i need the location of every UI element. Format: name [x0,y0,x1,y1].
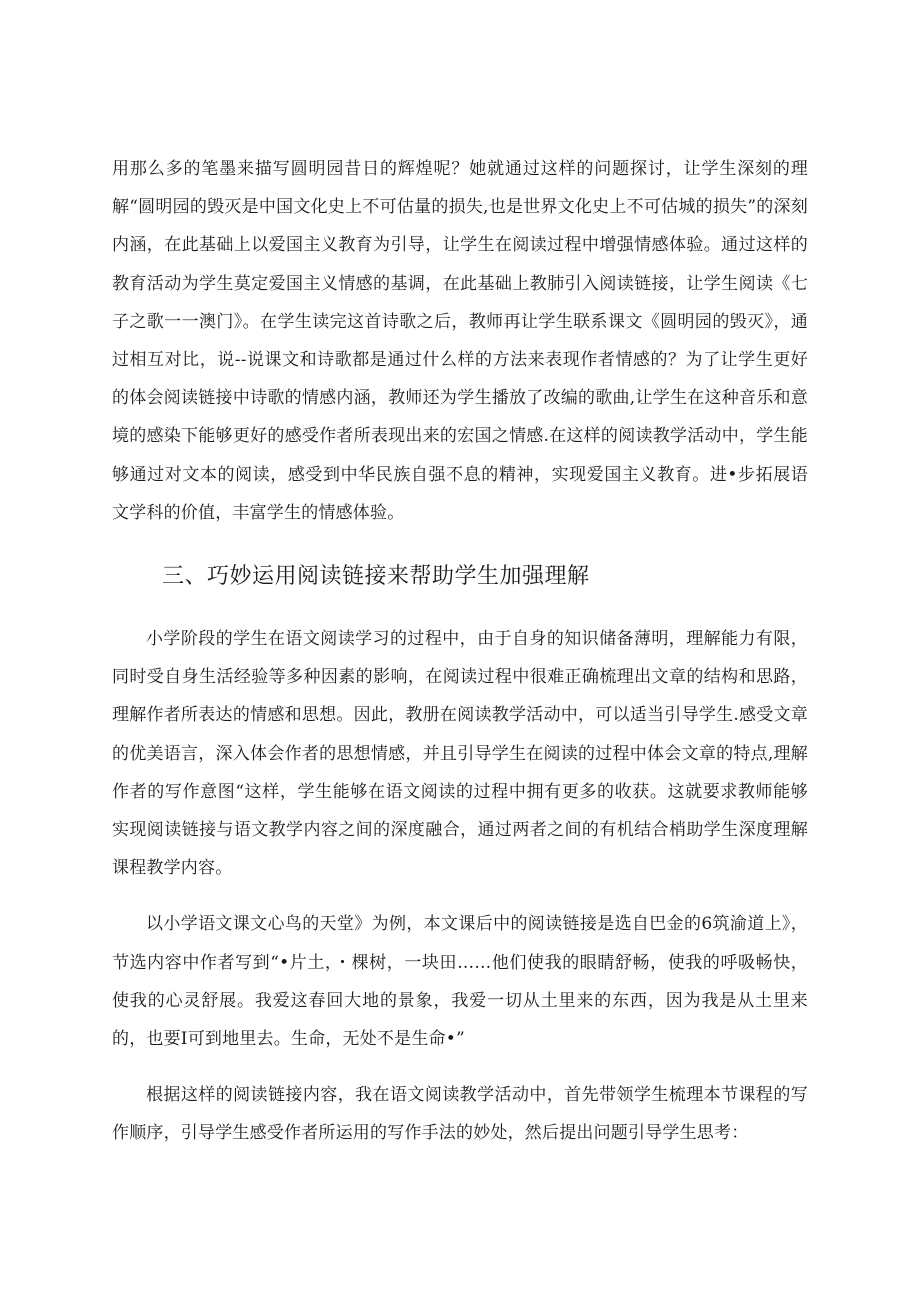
paragraph-example-text: 以小学语文课文心鸟的天堂》为例，本文课后中的阅读链接是选自巴金的6筑渝道上》，节选内容中作者写到“•片土，・棵树，一块田……他们使我的眼睛舒畅，使我的呼吸畅快，使我的心灵舒展。我爱这春回大地的景象，我爱一切从土里来的东西，因为我是从土里来的，也要I可到地里去。生命，无处不是生命•” [112,914,808,1050]
paragraph-teaching-steps: 根据这样的阅读链接内容，我在语文阅读教学活动中，首先带领学生梳理本节课程的写作顺序，引导学生感受作者所运用的写作手法的妙处，然后提出问题引导学生思考： [112,1085,808,1144]
section-heading: 三、巧妙运用阅读链接来帮助学生加强理解 [162,564,590,590]
document-body [112,150,808,1153]
paragraph-reading-ability: 小学阶段的学生在语文阅读学习的过程中，由于自身的知识储备薄明，理解能力有限，同时受自身生活经验等多种因素的影响，在阅读过程中很难正确梳理出文章的结构和思路，理解作者所表达的情感和思想。因此，教册在阅读教学活动中，可以适当引导学生.感受文章的优美语言，深入体会作者的思想情感，并且引导学生在阅读的过程中体会文章的特点,理解作者的写作意图“这样，学生能够在语文阅读的过程中拥有更多的收获。这就要求教师能够实现阅读链接与语文教学内容之间的深度融合，通过两者之间的有机结合梢助学生深度理解课程教学内容。 [112,629,808,879]
paragraph-continued: 用那么多的笔墨来描写圆明园昔日的辉煌呢？她就通过这样的问题探讨，让学生深刻的理解“圆明园的毁灭是中国文化史上不可估量的损失,也是世界文化史上不可估城的损失”的深刻内涵，在此基础上以爱国主义教育为引导，让学生在阅读过程中增强情感体验。通过这样的教育活动为学生莫定爱国主义情感的基调，在此基础上教肺引入阅读链接，让学生阅读《七子之歌一一澳门》。在学生读完这首诗歌之后，教师再让学生联系课文《圆明园的毁灭》，通过相互对比，说--说课文和诗歌都是通过什么样的方法来表现作者情感的？为了让学生更好的体会阅读链接中诗歌的情感内涵，教师还为学生播放了改编的歌曲,让学生在这种音乐和意境的感染下能够更好的感受作者所表现出来的宏国之情感.在这样的阅读教学活动中，学生能够通过对文本的阅读，感受到中华民族自强不息的精神，实现爱国主义教育。进•步拓展语文学科的价值，丰富学生的情感体验。 [112,159,808,523]
